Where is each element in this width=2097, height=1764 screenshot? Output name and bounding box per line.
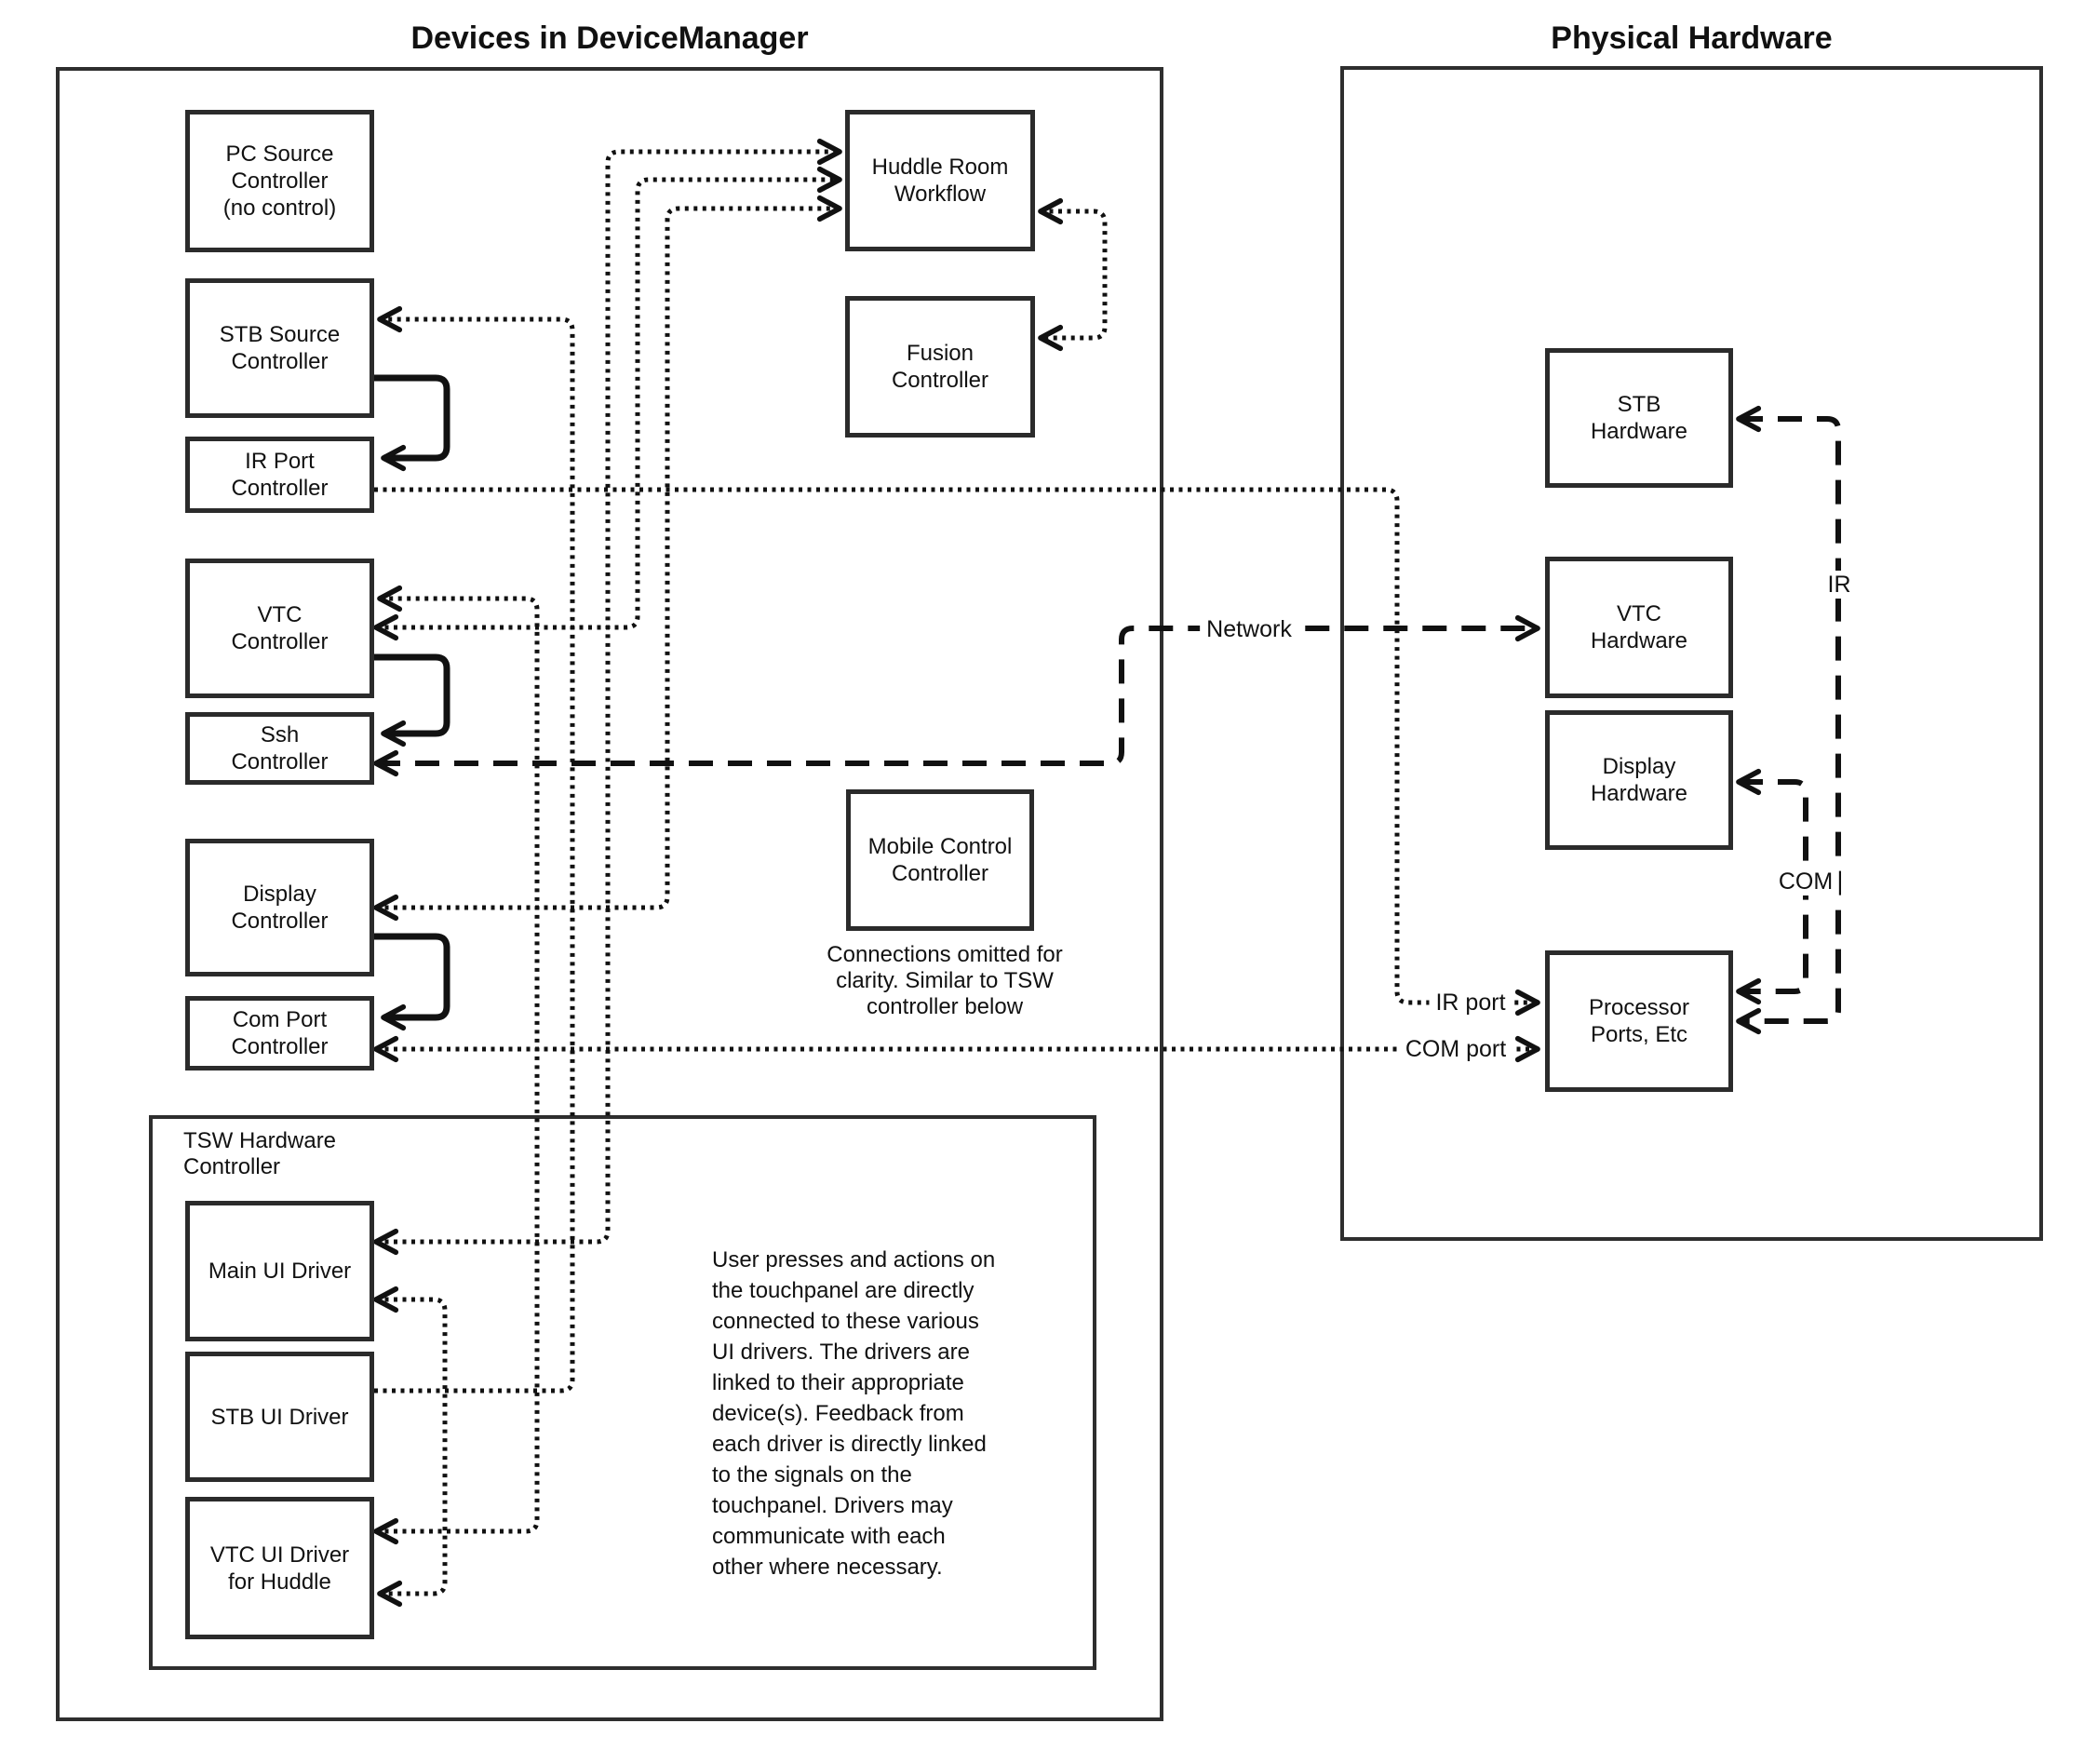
devices-container-title: Devices in DeviceManager xyxy=(410,20,809,56)
node-label-line: Controller xyxy=(231,749,329,774)
node-pc-source-controller xyxy=(185,110,374,252)
node-label-line: Processor xyxy=(1588,995,1690,1020)
node-ir-port-controller xyxy=(185,437,374,513)
node-label-line: STB xyxy=(1617,392,1661,417)
node-stb-source-controller xyxy=(185,278,374,418)
node-display-hardware xyxy=(1545,710,1733,850)
line-label-ir: IR xyxy=(1821,571,1858,599)
node-main-ui-driver xyxy=(185,1201,374,1341)
note-line: each driver is directly linked xyxy=(712,1432,987,1457)
tsw-label-line: TSW Hardware xyxy=(183,1128,337,1153)
node-label-line: Controller xyxy=(231,168,329,194)
node-label-line: Hardware xyxy=(1590,628,1688,653)
line-label-com: COM xyxy=(1772,868,1839,895)
node-huddle-room-workflow xyxy=(845,110,1035,251)
node-label-line: VTC UI Driver xyxy=(209,1542,350,1568)
node-label-line: for Huddle xyxy=(228,1569,331,1595)
node-display-controller xyxy=(185,839,374,976)
node-fusion-controller xyxy=(845,296,1035,438)
node-label-line: Controller xyxy=(231,909,329,934)
node-label-line: IR Port xyxy=(245,449,315,474)
node-label-line: Com Port xyxy=(232,1007,328,1032)
node-label-line: Controller xyxy=(891,861,989,886)
connector-stb-source-controller-ir-port-controller xyxy=(374,378,447,458)
node-label-line: VTC xyxy=(257,602,302,627)
node-label-line: (no control) xyxy=(222,195,337,221)
note-line: Connections omitted for xyxy=(827,942,1063,967)
tsw-label-line: Controller xyxy=(183,1154,281,1179)
hardware-container-title: Physical Hardware xyxy=(1551,20,1833,56)
note-line: UI drivers. The drivers are xyxy=(712,1340,970,1365)
note-line: clarity. Similar to TSW xyxy=(836,968,1054,993)
connector-ssh-controller-vtc-hardware-network xyxy=(376,628,1538,763)
node-label-line: Huddle Room xyxy=(871,155,1009,180)
node-vtc-hardware xyxy=(1545,557,1733,698)
connector-huddle-workflow-fusion-controller xyxy=(1041,211,1105,338)
node-stb-ui-driver xyxy=(185,1352,374,1482)
node-label-line: Hardware xyxy=(1590,419,1688,444)
mobile-controller-note xyxy=(805,942,1084,1020)
node-label-line: Display xyxy=(1602,754,1676,779)
connector-stb-ui-driver-stb-source-controller xyxy=(374,319,572,1391)
node-label-line: Workflow xyxy=(894,182,987,207)
note-line: controller below xyxy=(866,994,1024,1019)
connector-vtc-controller-ssh-controller xyxy=(374,657,447,734)
node-processor-ports xyxy=(1545,950,1733,1092)
node-label-line: Hardware xyxy=(1590,781,1688,806)
node-label-line: Mobile Control xyxy=(867,834,1013,859)
node-stb-hardware xyxy=(1545,348,1733,488)
note-line: User presses and actions on xyxy=(712,1247,996,1273)
node-label-line: Main UI Driver xyxy=(208,1259,352,1284)
note-line: touchpanel. Drivers may xyxy=(712,1493,953,1518)
note-line: communicate with each xyxy=(712,1524,946,1549)
note-line: to the signals on the xyxy=(712,1462,912,1488)
node-label-line: Fusion xyxy=(906,341,975,366)
tsw-container-label xyxy=(183,1128,336,1180)
note-line: the touchpanel are directly xyxy=(712,1278,975,1303)
line-label-ir-port: IR port xyxy=(1429,989,1512,1017)
node-label-line: Controller xyxy=(231,629,329,654)
node-label-line: Controller xyxy=(231,349,329,374)
connector-display-controller-com-port-controller xyxy=(374,936,447,1017)
node-label-line: Controller xyxy=(891,368,989,393)
note-line: device(s). Feedback from xyxy=(712,1401,964,1426)
connector-stb-hardware-processor-ir xyxy=(1739,419,1838,1021)
line-label-com-port: COM port xyxy=(1399,1035,1512,1063)
node-label-line: Display xyxy=(243,882,316,907)
node-label-line: Ports, Etc xyxy=(1590,1022,1688,1047)
node-ssh-controller xyxy=(185,712,374,785)
node-vtc-ui-driver xyxy=(185,1497,374,1639)
node-label-line: STB Source xyxy=(219,322,341,347)
node-label-line: STB UI Driver xyxy=(210,1404,349,1430)
node-label-line: Controller xyxy=(231,1034,329,1059)
node-com-port-controller xyxy=(185,996,374,1071)
node-label-line: VTC xyxy=(1617,601,1661,626)
line-label-network: Network xyxy=(1200,615,1298,643)
note-line: linked to their appropriate xyxy=(712,1370,964,1395)
note-line: connected to these various xyxy=(712,1309,979,1334)
node-label-line: Ssh xyxy=(260,722,300,747)
tsw-driver-description xyxy=(712,1245,995,1582)
note-line: other where necessary. xyxy=(712,1555,943,1580)
node-label-line: Controller xyxy=(231,476,329,501)
node-vtc-controller xyxy=(185,559,374,698)
node-label-line: PC Source xyxy=(225,141,334,167)
node-mobile-control-controller xyxy=(846,789,1034,931)
connector-main-ui-driver-vtc-ui-driver xyxy=(376,1299,445,1594)
